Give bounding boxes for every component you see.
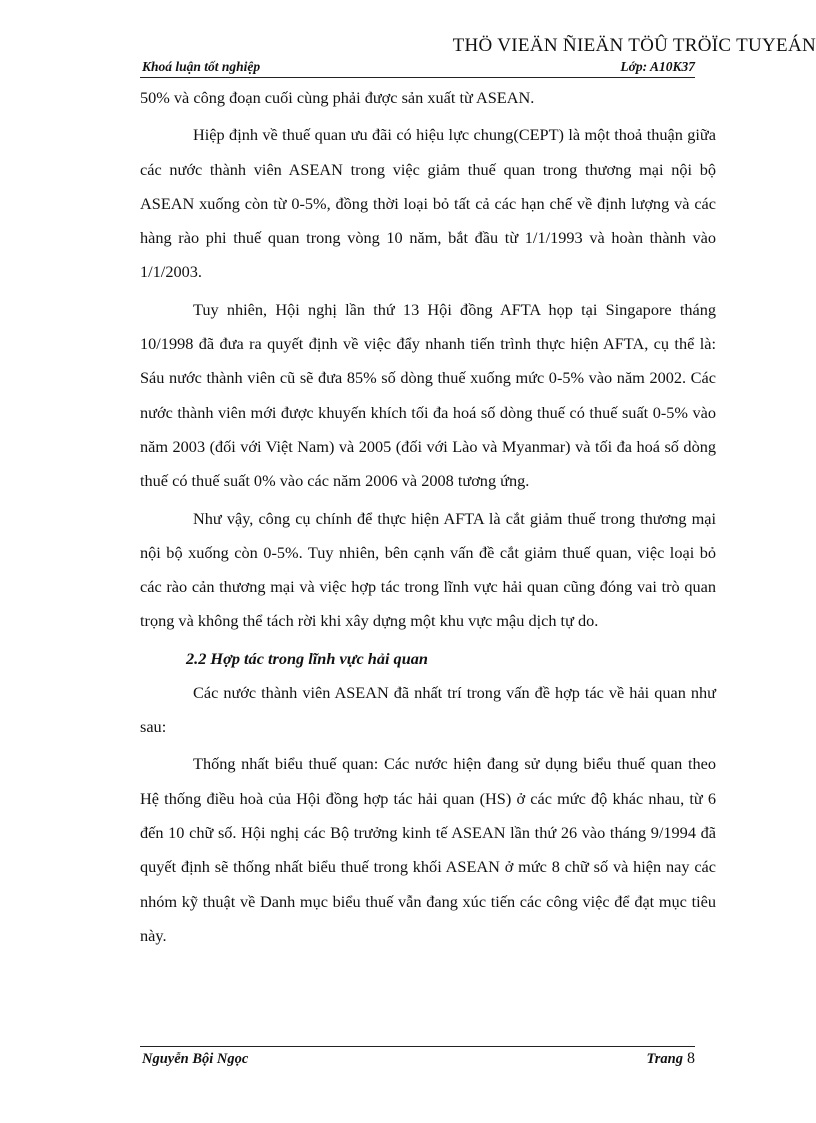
footer-page-number: 8 bbox=[687, 1050, 695, 1067]
paragraph-continuation: 50% và công đoạn cuối cùng phải được sản xuất từ ASEAN. bbox=[140, 88, 535, 107]
section-heading: 2.2 Hợp tác trong lĩnh vực hải quan bbox=[186, 648, 428, 668]
page-footer bbox=[140, 1046, 695, 1069]
footer-page-label: Trang bbox=[646, 1051, 683, 1067]
paragraph-tariff-tools: Như vậy, công cụ chính để thực hiện AFTA là cắt giảm thuế trong thương mại nội bộ xuống còn 0-5%. Tuy nhiên, bên cạnh vấn đề cắt giảm thuế quan, việc loại bỏ các rào cản thương mại và việc hợp tác trong lĩnh vực hải quan cũng đóng vai trò quan trọng và không thể tách rời khi xây dựng một khu vực mậu dịch tự do. bbox=[140, 508, 716, 631]
document-body bbox=[140, 81, 716, 956]
watermark-text: THÖ VIEÄN ÑIEÄN TÖÛ TRÖÏC TUYEÁN bbox=[452, 35, 816, 56]
header-thesis-label: Khoá luận tốt nghiệp bbox=[142, 59, 261, 74]
paragraph-afta-meeting: Tuy nhiên, Hội nghị lần thứ 13 Hội đồng AFTA họp tại Singapore tháng 10/1998 đã đưa ra quyết định về việc đẩy nhanh tiến trình thực hiện AFTA, cụ thể là: Sáu nước thành viên cũ sẽ đưa 85% số dòng thuế xuống mức 0-5% vào năm 2002. Các nước thành viên mới được khuyến khích tối đa hoá số dòng thuế có thuế suất 0-5% vào năm 2003 (đối với Việt Nam) và 2005 (đối với Lào và Myanmar) và tối đa hoá số dòng thuế có thuế suất 0% vào các năm 2006 và 2008 tương ứng. bbox=[140, 299, 716, 491]
paragraph-tariff-unification: Thống nhất biểu thuế quan: Các nước hiện đang sử dụng biểu thuế quan theo Hệ thống điều hoà của Hội đồng hợp tác hải quan (HS) ở các mức độ khác nhau, từ 6 đến 10 chữ số. Hội nghị các Bộ trưởng kinh tế ASEAN lần thứ 26 vào tháng 9/1994 đã quyết định sẽ thống nhất biểu thuế trong khối ASEAN ở mức 8 chữ số và hiện nay các nhóm kỹ thuật về Danh mục biểu thuế vẫn đang xúc tiến các công việc để đạt mục tiêu này. bbox=[140, 754, 716, 945]
paragraph-cept: Hiệp định về thuế quan ưu đãi có hiệu lực chung(CEPT) là một thoả thuận giữa các nước thành viên ASEAN trong việc giảm thuế quan trong thương mại nội bộ ASEAN xuống còn từ 0-5%, đồng thời loại bỏ tất cả các hạn chế về định lượng và các hàng rào phi thuế quan trong vòng 10 năm, bắt đầu từ 1/1/1993 và hoàn thành vào 1/1/2003. bbox=[140, 125, 716, 282]
footer-author: Nguyễn Bội Ngọc bbox=[142, 1051, 249, 1067]
page-header bbox=[140, 58, 695, 78]
header-class-label: Lớp: A10K37 bbox=[620, 59, 695, 74]
paragraph-customs-intro: Các nước thành viên ASEAN đã nhất trí trong vấn đề hợp tác về hải quan như sau: bbox=[140, 682, 716, 737]
footer-page bbox=[646, 1050, 695, 1068]
